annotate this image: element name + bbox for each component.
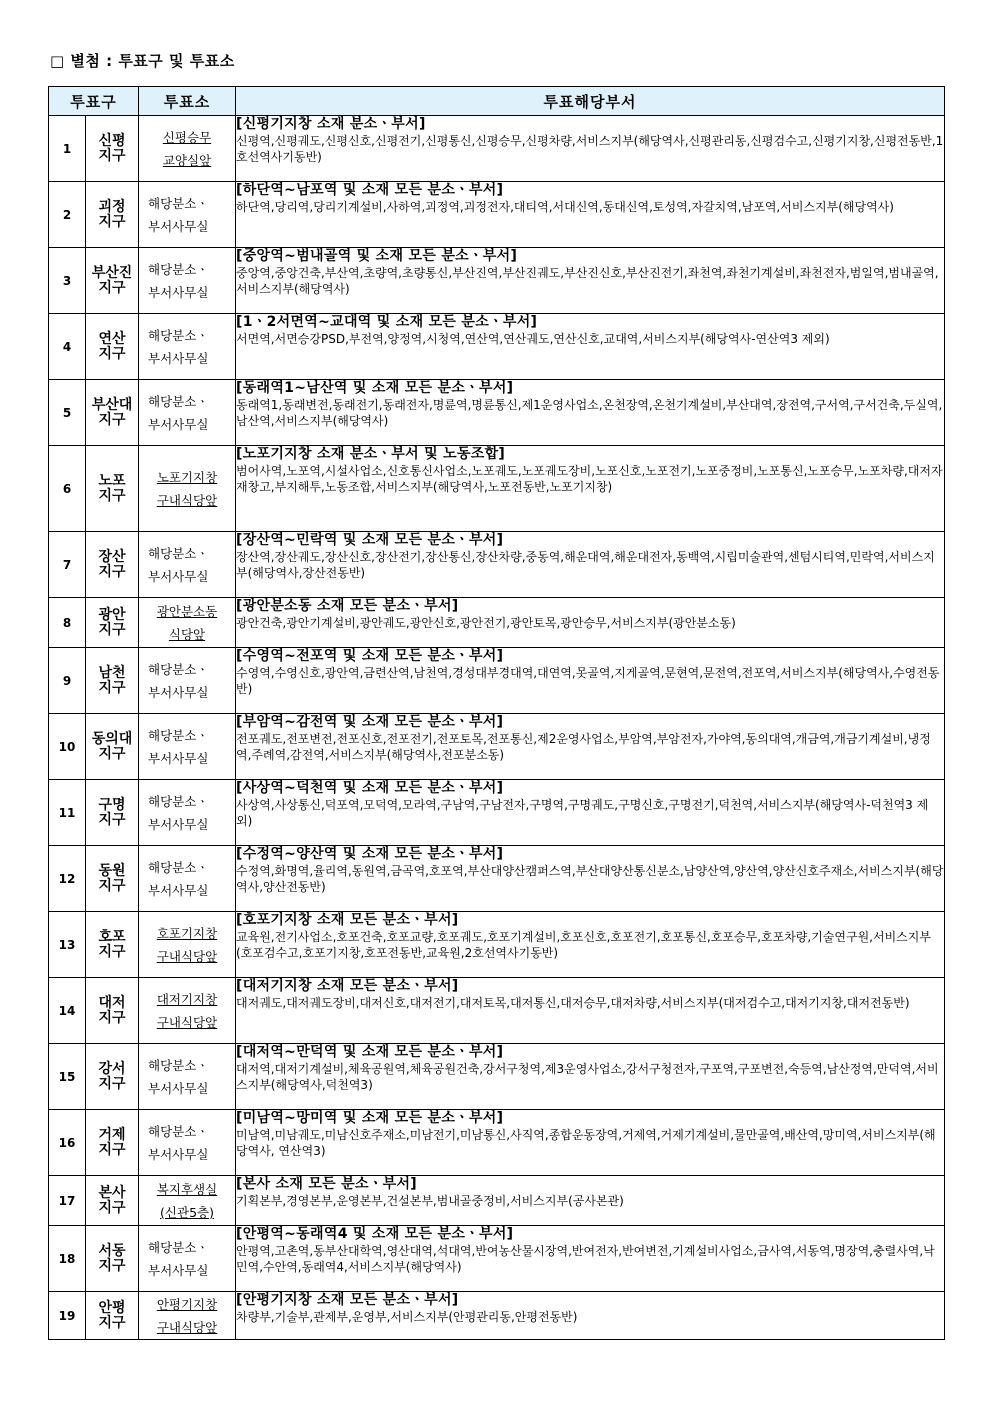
polling-place-line2: 구내식당앞 xyxy=(156,948,218,964)
department-cell xyxy=(236,248,945,314)
department-list: 대저궤도,대저궤도장비,대저신호,대저전기,대저토목,대저통신,대저승무,대저차량,서비스지부(대저검수고,대저기지창,대저전동반) xyxy=(236,996,910,1010)
polling-place-line1: 해당분소ㆍ xyxy=(148,393,209,409)
department-list: 교육원,전기사업소,호포건축,호포교량,호포궤도,호포기계설비,호포신호,호포전기,호포통신,호포승무,호포차량,기술연구원,서비스지부(호포검수고,호포기지창,호포전동반,교육원,2호선역사기동반) xyxy=(236,930,931,960)
district-name-line2: 지구 xyxy=(98,811,126,828)
polling-place-line2: 부서사무실 xyxy=(148,882,209,898)
polling-place-line2: 부서사무실 xyxy=(148,350,209,366)
department-cell xyxy=(236,912,945,978)
table-row xyxy=(49,598,945,648)
polling-place xyxy=(139,1226,236,1292)
polling-place xyxy=(139,248,236,314)
department-heading: [수정역~양산역 및 소재 모든 분소ㆍ부서] xyxy=(236,846,504,862)
row-number: 13 xyxy=(49,912,86,978)
polling-place xyxy=(139,1176,236,1226)
district-name-line1: 서동 xyxy=(98,1242,126,1259)
department-cell xyxy=(236,532,945,598)
district-name xyxy=(86,1292,139,1340)
department-list: 신평역,신평궤도,신평신호,신평전기,신평통신,신평승무,신평차량,서비스지부(해당역사,신평관리동,신평검수고,신평기지창,신평전동반,1호선역사기동반) xyxy=(236,134,944,164)
department-cell xyxy=(236,598,945,648)
department-list: 사상역,사상통신,덕포역,모덕역,모라역,구남역,구남전자,구명역,구명궤도,구명신호,구명전기,덕천역,서비스지부(해당역사-덕천역3 제외) xyxy=(236,798,929,828)
district-name xyxy=(86,1110,139,1176)
polling-place-line1: 해당분소ㆍ xyxy=(148,327,209,343)
row-number: 5 xyxy=(49,380,86,446)
district-name-line2: 지구 xyxy=(98,1199,126,1216)
district-name xyxy=(86,1176,139,1226)
polling-table xyxy=(48,86,945,1340)
district-name-line2: 지구 xyxy=(98,487,126,504)
polling-place-line1: 해당분소ㆍ xyxy=(148,261,209,277)
department-cell xyxy=(236,714,945,780)
row-number: 4 xyxy=(49,314,86,380)
polling-place xyxy=(139,714,236,780)
row-number: 1 xyxy=(49,116,86,182)
polling-place-line1: 해당분소ㆍ xyxy=(148,859,209,875)
table-row xyxy=(49,714,945,780)
district-name-line1: 구명 xyxy=(98,796,126,813)
department-list: 하단역,당리역,당리기계설비,사하역,괴정역,괴정전자,대티역,서대신역,동대신역,토성역,자갈치역,남포역,서비스지부(해당역사) xyxy=(236,200,894,214)
polling-place-line2: 구내식당앞 xyxy=(156,1319,218,1335)
polling-place-line1: 해당분소ㆍ xyxy=(148,195,209,211)
district-name xyxy=(86,780,139,846)
table-row xyxy=(49,1110,945,1176)
district-name-line1: 안평 xyxy=(98,1299,126,1316)
page-title: □ 별첨 : 투표구 및 투표소 xyxy=(50,52,235,70)
district-name-line2: 지구 xyxy=(98,411,126,428)
table-row xyxy=(49,380,945,446)
table-row xyxy=(49,1176,945,1226)
department-list: 서면역,서면승강PSD,부전역,양정역,시청역,연산역,연산궤도,연산신호,교대역,서비스지부(해당역사-연산역3 제외) xyxy=(236,332,830,346)
polling-place xyxy=(139,532,236,598)
polling-place-line1: 복지후생실 xyxy=(156,1181,218,1197)
department-cell xyxy=(236,780,945,846)
district-name-line1: 노포 xyxy=(98,472,126,489)
district-name-line1: 동원 xyxy=(98,862,126,879)
department-cell xyxy=(236,648,945,714)
row-number: 2 xyxy=(49,182,86,248)
district-name-line2: 지구 xyxy=(98,1314,126,1331)
department-list: 기획본부,경영본부,운영본부,건설본부,범내골중정비,서비스지부(공사본관) xyxy=(236,1194,624,1208)
district-name-line1: 거제 xyxy=(98,1126,126,1143)
polling-place-line2: 부서사무실 xyxy=(148,1262,209,1278)
polling-place-line1: 해당분소ㆍ xyxy=(148,793,209,809)
polling-place-line1: 호포기지창 xyxy=(156,925,218,941)
row-number: 16 xyxy=(49,1110,86,1176)
polling-place xyxy=(139,182,236,248)
polling-place xyxy=(139,648,236,714)
row-number: 11 xyxy=(49,780,86,846)
district-name-line1: 연산 xyxy=(98,330,126,347)
district-name xyxy=(86,380,139,446)
department-list: 미남역,미남궤도,미남신호주재소,미남전기,미남통신,사직역,종합운동장역,거제역,거제기계설비,물만골역,배산역,망미역,서비스지부(해당역사, 연산역3) xyxy=(236,1128,936,1158)
department-heading: [호포기지창 소재 모든 분소ㆍ부서] xyxy=(236,912,459,928)
district-name-line2: 지구 xyxy=(98,563,126,580)
department-heading: [수영역~전포역 및 소재 모든 분소ㆍ부서] xyxy=(236,648,504,664)
department-cell xyxy=(236,846,945,912)
table-row xyxy=(49,1226,945,1292)
polling-place-line1: 노포기지창 xyxy=(156,469,218,485)
district-name-line2: 지구 xyxy=(98,877,126,894)
department-cell xyxy=(236,314,945,380)
district-name-line1: 광안 xyxy=(98,606,126,623)
department-cell xyxy=(236,116,945,182)
district-name xyxy=(86,182,139,248)
department-heading: [안평역~동래역4 및 소재 모든 분소ㆍ부서] xyxy=(236,1226,514,1242)
polling-place-line2: (신관5층) xyxy=(160,1204,214,1220)
department-cell xyxy=(236,1292,945,1340)
district-name xyxy=(86,116,139,182)
row-number: 18 xyxy=(49,1226,86,1292)
district-name xyxy=(86,714,139,780)
row-number: 12 xyxy=(49,846,86,912)
row-number: 7 xyxy=(49,532,86,598)
department-list: 범어사역,노포역,시설사업소,신호통신사업소,노포궤도,노포궤도장비,노포신호,노포전기,노포중정비,노포통신,노포승무,노포차량,대저자재창고,부지해투,노동조합,서비스지부(해당역사,노포전동반,노포기지창) xyxy=(236,464,943,494)
polling-place xyxy=(139,116,236,182)
department-heading: [동래역1~남산역 및 소재 모든 분소ㆍ부서] xyxy=(236,380,514,396)
district-name xyxy=(86,912,139,978)
department-heading: [미남역~망미역 및 소재 모든 분소ㆍ부서] xyxy=(236,1110,504,1126)
district-name-line2: 지구 xyxy=(98,345,126,362)
polling-place xyxy=(139,978,236,1044)
polling-place xyxy=(139,912,236,978)
district-name xyxy=(86,446,139,532)
district-name-line1: 괴정 xyxy=(98,198,126,215)
table-row xyxy=(49,532,945,598)
row-number: 10 xyxy=(49,714,86,780)
department-heading: [노포기지창 소재 분소ㆍ부서 및 노동조합] xyxy=(236,446,506,462)
polling-place-line1: 해당분소ㆍ xyxy=(148,727,209,743)
district-name-line2: 지구 xyxy=(98,943,126,960)
department-list: 대저역,대저기계설비,체육공원역,체육공원건축,강서구청역,제3운영사업소,강서구청전자,구포역,구포변전,숙등역,남산정역,만덕역,서비스지부(해당역사,덕천역3) xyxy=(236,1062,939,1092)
table-row xyxy=(49,116,945,182)
table-row xyxy=(49,248,945,314)
district-name-line2: 지구 xyxy=(98,679,126,696)
district-name-line2: 지구 xyxy=(98,147,126,164)
department-list: 수영역,수영신호,광안역,금련산역,남천역,경성대부경대역,대연역,못골역,지게골역,문현역,문전역,전포역,서비스지부(해당역사,수영전동반) xyxy=(236,666,940,696)
polling-place-line2: 부서사무실 xyxy=(148,1080,209,1096)
district-name-line2: 지구 xyxy=(98,279,126,296)
polling-place xyxy=(139,1044,236,1110)
department-heading: [대저역~만덕역 및 소재 모든 분소ㆍ부서] xyxy=(236,1044,504,1060)
district-name-line1: 장산 xyxy=(98,548,126,565)
department-heading: [안평기지창 소재 모든 분소ㆍ부서] xyxy=(236,1292,459,1308)
polling-place xyxy=(139,314,236,380)
polling-place-line2: 부서사무실 xyxy=(148,284,209,300)
district-name xyxy=(86,314,139,380)
department-heading: [중앙역~범내골역 및 소재 모든 분소ㆍ부서] xyxy=(236,248,518,264)
polling-place-line2: 식당앞 xyxy=(168,626,206,642)
district-name-line2: 지구 xyxy=(98,621,126,638)
table-row xyxy=(49,846,945,912)
district-name xyxy=(86,248,139,314)
polling-place xyxy=(139,846,236,912)
district-name-line1: 본사 xyxy=(98,1184,126,1201)
table-row xyxy=(49,912,945,978)
polling-place-line1: 광안분소동 xyxy=(156,603,218,619)
polling-place-line2: 구내식당앞 xyxy=(156,1014,218,1030)
department-cell xyxy=(236,1110,945,1176)
table-row xyxy=(49,780,945,846)
department-heading: [1ㆍ2서면역~교대역 및 소재 모든 분소ㆍ부서] xyxy=(236,314,538,330)
district-name xyxy=(86,846,139,912)
department-heading: [본사 소재 모든 분소ㆍ부서] xyxy=(236,1176,417,1192)
district-name xyxy=(86,648,139,714)
district-name-line1: 대저 xyxy=(98,994,126,1011)
polling-place-line2: 교양실앞 xyxy=(162,152,212,168)
department-cell xyxy=(236,446,945,532)
polling-place-line2: 부서사무실 xyxy=(148,416,209,432)
row-number: 3 xyxy=(49,248,86,314)
district-name-line1: 강서 xyxy=(98,1060,126,1077)
polling-place xyxy=(139,446,236,532)
polling-place-line2: 부서사무실 xyxy=(148,1146,209,1162)
department-cell xyxy=(236,1044,945,1110)
department-cell xyxy=(236,1226,945,1292)
row-number: 8 xyxy=(49,598,86,648)
department-heading: [부암역~감전역 및 소재 모든 분소ㆍ부서] xyxy=(236,714,504,730)
department-list: 광안건축,광안기계설비,광안궤도,광안신호,광안전기,광안토목,광안승무,서비스지부(광안분소동) xyxy=(236,616,736,630)
department-heading: [장산역~민락역 및 소재 모든 분소ㆍ부서] xyxy=(236,532,504,548)
header-polling-place: 투표소 xyxy=(139,87,236,116)
row-number: 19 xyxy=(49,1292,86,1340)
department-list: 안평역,고촌역,동부산대학역,영산대역,석대역,반여농산물시장역,반여전자,반여변전,기계설비사업소,금사역,서동역,명장역,충렬사역,낙민역,수안역,동래역4,서비스지부(해당역사) xyxy=(236,1244,935,1274)
polling-place xyxy=(139,380,236,446)
department-list: 장산역,장산궤도,장산신호,장산전기,장산통신,장산차량,중동역,해운대역,해운대전자,동백역,시립미술관역,센텀시티역,민락역,서비스지부(해당역사,장산전동반) xyxy=(236,550,935,580)
department-cell xyxy=(236,182,945,248)
header-district: 투표구 xyxy=(49,87,139,116)
district-name-line2: 지구 xyxy=(98,745,126,762)
district-name xyxy=(86,978,139,1044)
polling-place xyxy=(139,1110,236,1176)
row-number: 9 xyxy=(49,648,86,714)
district-name-line1: 남천 xyxy=(98,664,126,681)
district-name-line1: 부산진 xyxy=(91,264,133,281)
department-list: 중앙역,중앙건축,부산역,초량역,초량통신,부산진역,부산진궤도,부산진신호,부산진전기,좌천역,좌천기계설비,좌천전자,범일역,범내골역,서비스지부(해당역사) xyxy=(236,266,939,296)
polling-place-line2: 부서사무실 xyxy=(148,218,209,234)
district-name xyxy=(86,1226,139,1292)
department-cell xyxy=(236,978,945,1044)
department-heading: [하단역~남포역 및 소재 모든 분소ㆍ부서] xyxy=(236,182,504,198)
district-name-line2: 지구 xyxy=(98,1009,126,1026)
district-name-line1: 신평 xyxy=(98,132,126,149)
district-name-line1: 호포 xyxy=(98,928,126,945)
department-list: 차량부,기술부,관제부,운영부,서비스지부(안평관리동,안평전동반) xyxy=(236,1310,578,1324)
department-cell xyxy=(236,380,945,446)
department-cell xyxy=(236,1176,945,1226)
department-heading: [대저기지창 소재 모든 분소ㆍ부서] xyxy=(236,978,459,994)
polling-place xyxy=(139,1292,236,1340)
polling-place-line2: 부서사무실 xyxy=(148,816,209,832)
district-name xyxy=(86,532,139,598)
polling-place-line1: 해당분소ㆍ xyxy=(148,1057,209,1073)
department-list: 전포궤도,전포변전,전포신호,전포전기,전포토목,전포통신,제2운영사업소,부암역,부암전자,가야역,동의대역,개금역,개금기계설비,냉정역,주례역,감전역,서비스지부(해당역사,전포분소동) xyxy=(236,732,931,762)
department-list: 동래역1,동래변전,동래전기,동래전자,명륜역,명륜통신,제1운영사업소,온천장역,온천기계설비,부산대역,장전역,구서역,구서건축,두실역,남산역,서비스지부(해당역사) xyxy=(236,398,943,428)
department-list: 수정역,화명역,율리역,동원역,금곡역,호포역,부산대양산캠퍼스역,부산대양산통신분소,남양산역,양산역,양산신호주재소,서비스지부(해당역사,양산전동반) xyxy=(236,864,944,894)
polling-place-line1: 해당분소ㆍ xyxy=(148,661,209,677)
header-departments: 투표해당부서 xyxy=(236,87,945,116)
table-row xyxy=(49,1292,945,1340)
table-row xyxy=(49,978,945,1044)
district-name-line2: 지구 xyxy=(98,1257,126,1274)
polling-place xyxy=(139,598,236,648)
department-heading: [신평기지창 소재 분소ㆍ부서] xyxy=(236,116,426,132)
table-row xyxy=(49,314,945,380)
table-header-row xyxy=(49,87,945,116)
polling-place-line1: 해당분소ㆍ xyxy=(148,545,209,561)
table-row xyxy=(49,182,945,248)
district-name-line2: 지구 xyxy=(98,213,126,230)
polling-place-line2: 구내식당앞 xyxy=(156,492,218,508)
row-number: 14 xyxy=(49,978,86,1044)
district-name-line1: 부산대 xyxy=(91,396,133,413)
district-name-line2: 지구 xyxy=(98,1075,126,1092)
table-row xyxy=(49,1044,945,1110)
department-heading: [광안분소동 소재 모든 분소ㆍ부서] xyxy=(236,598,459,614)
table-row xyxy=(49,446,945,532)
polling-place-line2: 부서사무실 xyxy=(148,750,209,766)
polling-place xyxy=(139,780,236,846)
polling-place-line1: 대저기지창 xyxy=(156,991,218,1007)
polling-place-line1: 해당분소ㆍ xyxy=(148,1239,209,1255)
polling-place-line1: 안평기지창 xyxy=(156,1296,218,1312)
row-number: 15 xyxy=(49,1044,86,1110)
polling-place-line1: 신평승무 xyxy=(162,129,212,145)
row-number: 17 xyxy=(49,1176,86,1226)
table-row xyxy=(49,648,945,714)
district-name xyxy=(86,598,139,648)
district-name xyxy=(86,1044,139,1110)
polling-place-line1: 해당분소ㆍ xyxy=(148,1123,209,1139)
department-heading: [사상역~덕천역 및 소재 모든 분소ㆍ부서] xyxy=(236,780,504,796)
district-name-line1: 동의대 xyxy=(91,730,133,747)
district-name-line2: 지구 xyxy=(98,1141,126,1158)
polling-place-line2: 부서사무실 xyxy=(148,568,209,584)
polling-place-line2: 부서사무실 xyxy=(148,684,209,700)
row-number: 6 xyxy=(49,446,86,532)
